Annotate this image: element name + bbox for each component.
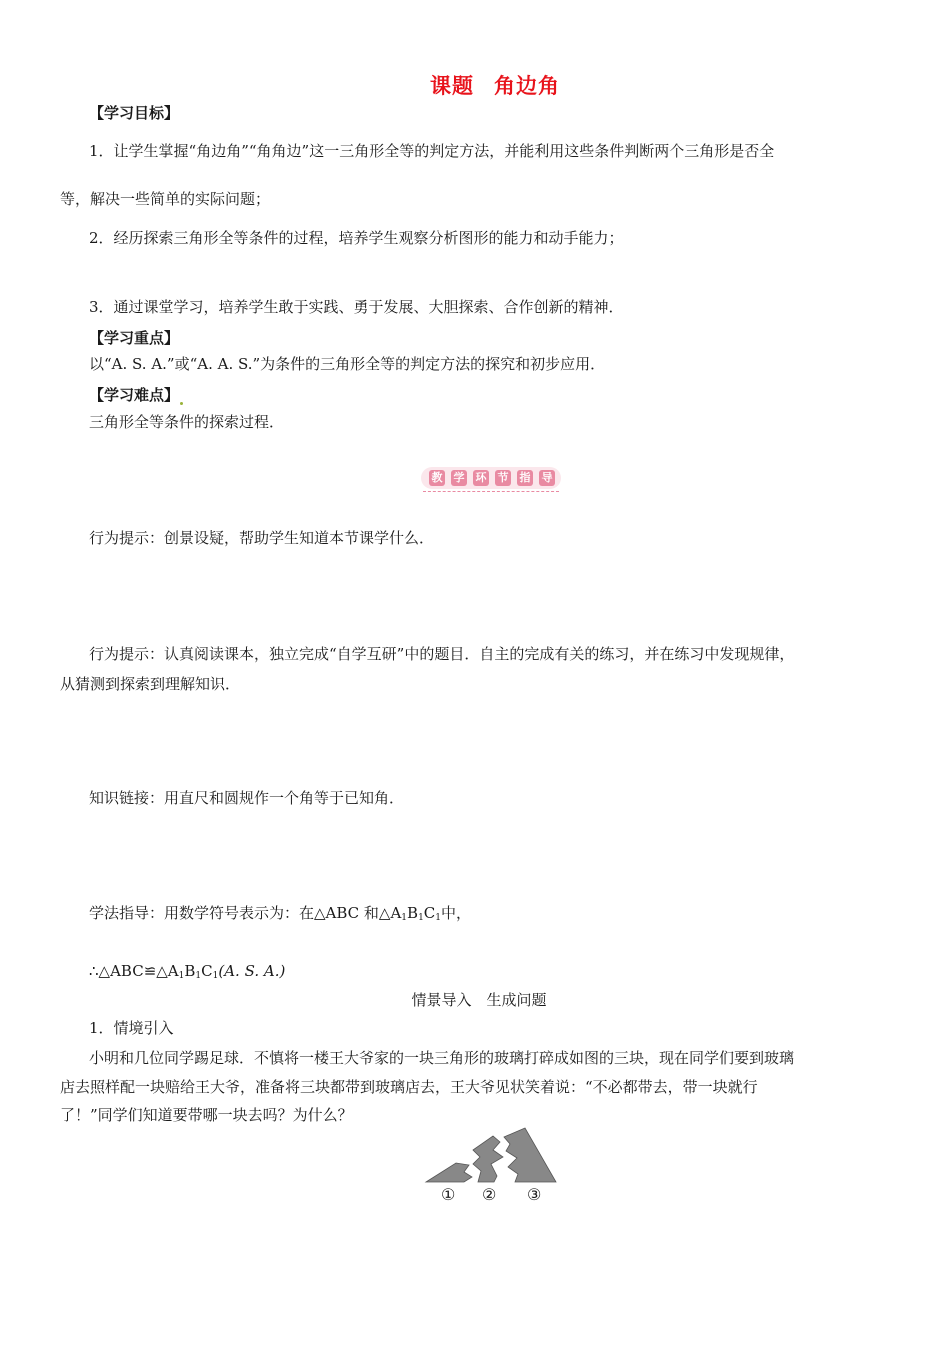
label-piece-2: ② xyxy=(482,1185,497,1204)
banner-chars xyxy=(429,470,555,486)
banner-char: 节 xyxy=(495,470,511,486)
section-heading: 情景导入 生成问题 xyxy=(411,991,547,1009)
objective-1-line1: 1．让学生掌握“角边角”“角角边”这一三角形全等的判定方法，并能利用这些条件判断两个三角形是否全 xyxy=(89,142,775,160)
method-prefix: 学法指导：用数学符号表示为：在△ABC 和△A xyxy=(89,904,402,922)
conclusion-sub-a: 1 xyxy=(178,971,185,981)
method-suffix: 中， xyxy=(441,904,472,922)
label-piece-1: ① xyxy=(441,1185,456,1204)
banner-underline xyxy=(423,491,559,492)
title-part1: 课题 xyxy=(430,74,474,98)
conclusion-sub-b: 1 xyxy=(195,971,202,981)
difficulty-heading-text: 【学习难点】 xyxy=(89,386,180,404)
broken-glass-figure xyxy=(420,1124,560,1214)
scenario-line3: 了！”同学们知道要带哪一块去吗？为什么？ xyxy=(60,1106,353,1124)
section-banner xyxy=(421,467,561,492)
conclusion xyxy=(89,961,285,986)
difficulty-text: 三角形全等条件的探索过程． xyxy=(89,413,285,431)
key-points-heading: 【学习重点】 xyxy=(89,329,180,347)
glass-piece-2 xyxy=(473,1136,503,1182)
conclusion-c: C xyxy=(201,962,213,980)
page-title xyxy=(0,70,950,100)
section-subheading: 1．情境引入 xyxy=(89,1019,174,1037)
mark-dot xyxy=(180,402,183,405)
method-sub2: 1 xyxy=(418,913,424,923)
conclusion-sub-c: 1 xyxy=(212,971,219,981)
method-c: C xyxy=(423,904,436,922)
hint-2-line1: 行为提示：认真阅读课本，独立完成“自学互研”中的题目．自主的完成有关的练习，并在练习中发现规律， xyxy=(89,645,795,663)
objective-2 xyxy=(89,228,624,248)
banner-char: 教 xyxy=(429,470,445,486)
objective-3: 3．通过课堂学习，培养学生敢于实践、勇于发展、大胆探索、合作创新的精神． xyxy=(89,298,624,316)
knowledge-link: 知识链接：用直尺和圆规作一个角等于已知角． xyxy=(89,789,405,807)
banner-char: 环 xyxy=(473,470,489,486)
glass-piece-1 xyxy=(426,1163,472,1182)
conclusion-suffix: (A. S. A.) xyxy=(218,962,286,980)
hint-1: 行为提示：创景设疑，帮助学生知道本节课学什么． xyxy=(89,529,435,547)
objective-1-line2: 等，解决一些简单的实际问题； xyxy=(60,190,271,208)
method-guide xyxy=(89,903,471,928)
method-b: B xyxy=(407,904,419,922)
scenario-line2: 店去照样配一块赔给王大爷，准备将三块都带到玻璃店去，王大爷见状笑着说：“不必都带去，带一块就行 xyxy=(60,1078,758,1096)
conclusion-prefix: ∴△ABC≌△A xyxy=(89,962,179,980)
scenario-line1: 小明和几位同学踢足球．不慎将一楼王大爷家的一块三角形的玻璃打碎成如图的三块，现在同学们要到玻璃 xyxy=(89,1049,795,1067)
banner-char: 指 xyxy=(517,470,533,486)
hint-2-line2: 从猜测到探索到理解知识． xyxy=(60,675,241,693)
banner-char: 导 xyxy=(539,470,555,486)
banner-char: 学 xyxy=(451,470,467,486)
objectives-heading: 【学习目标】 xyxy=(89,104,180,122)
difficulty-heading xyxy=(89,384,183,405)
method-sub3: 1 xyxy=(435,913,442,923)
key-points-text: 以“A. S. A.”或“A. A. S.”为条件的三角形全等的判定方法的探究和初步应用． xyxy=(89,355,606,373)
method-sub1: 1 xyxy=(401,913,408,923)
glass-piece-3 xyxy=(504,1128,556,1182)
title-part2: 角边角 xyxy=(494,74,560,98)
conclusion-b: B xyxy=(184,962,196,980)
label-piece-3: ③ xyxy=(527,1185,542,1204)
objective-2-text: 2．经历探索三角形全等条件的过程，培养学生观察分析图形的能力和动手能力； xyxy=(89,229,624,247)
